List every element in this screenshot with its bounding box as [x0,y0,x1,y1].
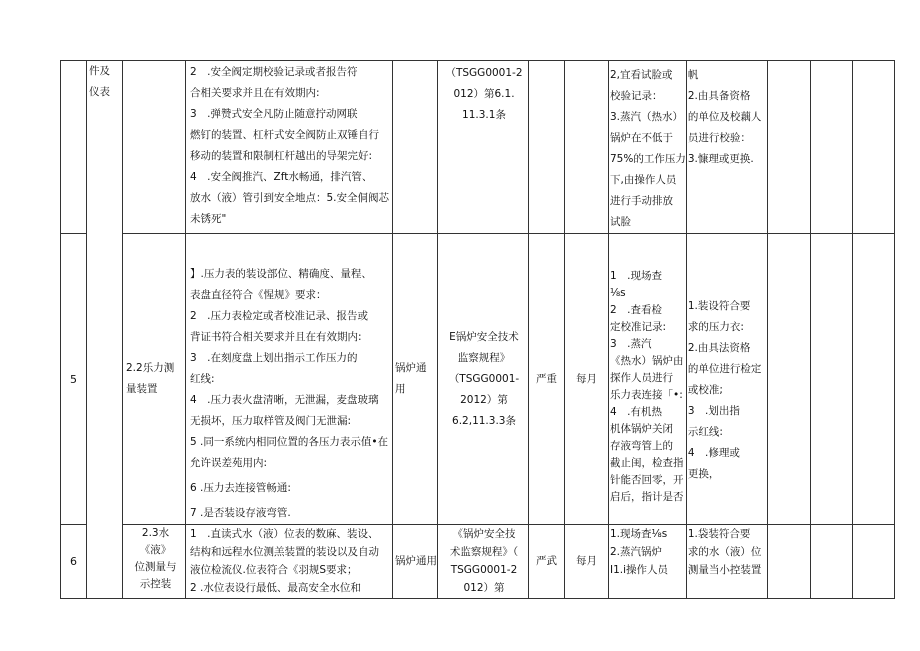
content-line: 3 .弹赞式安全凡防止随意拧动网联 [190,108,358,120]
content-line: 3 .在刻度盘上划出指示工作压力的 [190,352,358,364]
subitem-line: 位测量与 [134,561,177,573]
method-line: 下,由操作人员 [610,174,677,186]
basis-line: 6.2,11.3.3条 [452,414,516,427]
basis-line: 《锅炉安全技 [452,528,516,540]
empty-cell [810,234,852,525]
basis-cell [438,525,529,599]
method-line: 3.蒸汽（热水） [610,111,684,123]
measure-line: 的单位及校藕人 [687,111,762,123]
method-line: 锅炉在不低于 [610,132,673,144]
scope-line: 锅炉通用 [395,555,437,567]
empty-cell [767,61,810,234]
measure-cell [686,234,767,525]
subitem-line: 量装置 [126,383,158,395]
measure-line: 帆 [687,69,699,81]
method-line: 2,宜看试脸或 [610,69,673,81]
subitem-line: 示控装 [139,578,172,590]
content-line: 红线: [190,373,215,385]
content-line: 无损坏，压力取样管及阀门无泄漏: [190,415,352,427]
measure-line: 2.由具备资格 [687,90,751,102]
method-line: 定校准记录: [610,321,667,333]
method-line: 启后，指计是否 [610,491,684,503]
content-line: 移动的装置和限制杠杆越出的导架完好: [190,150,373,162]
content-line: 4 .安全阀推汽、Zft水畅通，排汽管、 [190,171,373,183]
method-line: I1.i操作人员 [610,564,669,576]
measure-line: 2.由具法资格 [687,342,751,354]
method-line: 2 .査看检 [610,304,663,316]
content-line: 2 .压力表检定或者校准记录、报告或 [190,310,369,322]
content-line: 7 .是否装设存液弯管. [190,507,291,519]
method-line: 探作人员进行 [610,372,673,384]
subitem-cell [123,61,186,234]
content-line: 表盘直径符合《惺规》要求： [190,289,327,301]
content-cell [186,525,393,599]
measure-line: 求的水（液）位 [687,546,762,558]
measure-line: 的单位进行检定 [687,363,762,375]
content-line: 4 .压力表火盘清晰，无泄漏，麦盘玻璃 [190,394,379,406]
content-line: 结构和远程水位测羔装置的装设以及自动 [190,546,379,558]
method-line: 《热水）锅炉由 [610,355,684,367]
measure-line: 员进行校验： [687,132,751,144]
method-line: 3 .蒸汽 [610,338,652,350]
item-line: 件及 [89,65,110,77]
method-line: 乐力表连接「•: [610,389,683,401]
content-line: 1 .直读式水（液）位表的数麻、装设、 [190,528,379,540]
content-line: 未锈死" [190,213,227,225]
content-line: 允许误差苑用内: [190,457,268,469]
subitem-cell [123,234,186,525]
scope-cell [393,61,438,234]
scope-line: 用 [395,383,406,395]
table-row [61,61,895,234]
measure-line: 测量当小控装置 [687,564,762,576]
content-line: 合相关要求并且在有效期内: [190,87,320,99]
content-line: 燃钉的装置、杠杆式安全阀防止双锤自行 [190,129,379,141]
inspection-table [60,60,895,599]
measure-line: 更换， [687,468,720,480]
table-row [61,525,895,599]
method-cell [609,525,687,599]
empty-cell [852,525,894,599]
method-line: 校验记录： [610,90,663,102]
empty-cell [767,234,810,525]
cycle-cell: 每月 [565,525,609,599]
subitem-line: 2.2乐力测 [126,362,175,374]
empty-cell [810,61,852,234]
content-line: 背证书符合相关要求并且在有效期内: [190,331,362,343]
measure-line: 4 .修理或 [687,447,740,459]
measure-cell [686,525,767,599]
method-line: 机体锅炉关闭 [610,423,673,435]
method-line: 试脸 [610,216,631,228]
basis-line: 012）第 [463,582,505,594]
basis-line: 监察规程》 [457,351,511,364]
content-cell [186,234,393,525]
content-line: 6 .压力去连接管畅通: [190,482,291,494]
scope-line: 锅炉通 [395,362,427,374]
empty-cell [852,234,894,525]
method-cell [609,234,687,525]
content-line: 5 .同一系统内相同位置的各压力表示值•在 [190,436,389,448]
measure-line: 或校准; [687,384,723,396]
empty-cell [810,525,852,599]
level-cell: 严重 [529,234,565,525]
level-cell: 严武 [529,525,565,599]
basis-line: 012）第6.1. [453,88,515,100]
row-number-cell [61,61,87,234]
measure-line: 1.装设符合要 [687,300,751,312]
cycle-cell [565,61,609,234]
level-cell [529,61,565,234]
basis-line: E锅炉安全技术 [449,330,519,343]
cycle-cell: 每月 [565,234,609,525]
empty-cell [767,525,810,599]
row-number-cell: 6 [61,525,87,599]
row-number-cell: 5 [61,234,87,525]
method-cell [609,61,687,234]
table-row [61,234,895,525]
method-line: 2.蒸汽锅炉 [610,546,663,558]
item-line: 仪表 [89,86,110,98]
item-cell [87,61,123,599]
basis-line: （TSGG0001-2 [445,67,523,79]
basis-line: TSGG0001-2 [450,564,518,576]
empty-cell [852,61,894,234]
basis-cell [438,234,529,525]
method-line: 1.现场査⅛s [610,528,668,540]
content-line: 放水（液）管引到安全地点：5.安全侗阀芯 [190,192,390,204]
content-cell [186,61,393,234]
method-line: 截止闺，检查指 [610,457,684,469]
subitem-line: 《液》 [139,544,172,556]
measure-line: 3 .划出指 [687,405,740,417]
method-line: 1 .现场查 [610,270,663,282]
measure-line: 3.慷理或更换. [687,153,754,165]
method-line: 进行手动排放 [610,195,673,207]
basis-line: 2012）第 [460,393,508,406]
method-line: ⅛s [610,287,626,299]
subitem-line: 2.3水 [141,527,170,539]
content-line: 2 .水位表设行最低、最高安全水位和 [190,582,361,594]
content-line: 2 .安全阀定期校验记录或者报告符 [190,66,358,78]
basis-line: （TSGG0001- [448,372,520,385]
method-line: 存液弯管上的 [610,440,673,452]
measure-cell [686,61,767,234]
measure-line: 求的压力衣: [687,321,744,333]
method-line: 4 .有机热 [610,406,663,418]
method-line: 75%的工作压力 [610,153,686,165]
content-line: 】.压力表的装设部位、精确度、量程、 [190,268,372,280]
measure-line: 示红线: [687,426,723,438]
basis-line: 术监察规程》（ [449,546,519,558]
scope-cell [393,234,438,525]
basis-line: 11.3.1条 [462,109,506,121]
basis-cell [438,61,529,234]
subitem-cell [123,525,186,599]
content-line: 液位检流仪.位表符合《羽规S要求； [190,564,358,576]
method-line: 针能否回零，开 [610,474,684,486]
measure-line: 1.袋装符合要 [687,528,751,540]
scope-cell [393,525,438,599]
